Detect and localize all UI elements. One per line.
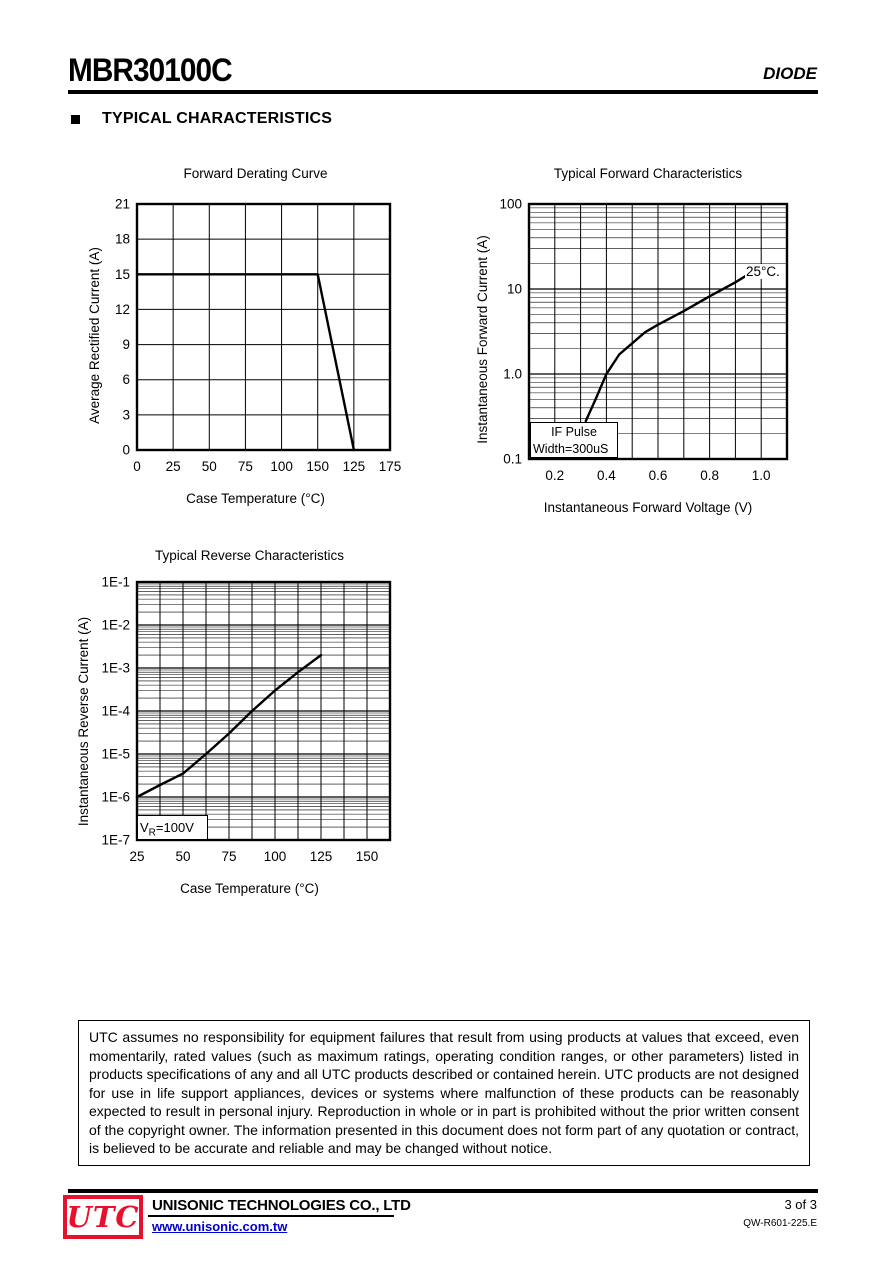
chart-title: Typical Forward Characteristics: [553, 166, 743, 181]
website-link[interactable]: www.unisonic.com.tw: [152, 1219, 288, 1234]
svg-text:0: 0: [122, 442, 130, 458]
svg-text:75: 75: [221, 849, 237, 864]
svg-text:50: 50: [175, 849, 191, 864]
svg-text:0.4: 0.4: [597, 468, 616, 483]
svg-text:0.6: 0.6: [648, 468, 668, 483]
svg-text:9: 9: [122, 337, 130, 353]
svg-text:150: 150: [355, 849, 379, 864]
disclaimer-box: UTC assumes no responsibility for equipment failures that result from using products at values that exceed, even momentarily, rated values (such as maximum ratings, operating condition ranges, or other parameters) listed in products specifications of any and all UTC products described or contained herein. UTC products are not designed for use in life support appliances, devices or systems where malfunction of these products can be reasonably expected to result in personal injury. Reproduction in whole or in part is prohibited without the prior written consent of the copyright owner. The information presented in this document does not form part of any quotation or contract, is believed to be accurate and reliable and may be changed without notice.: [78, 1020, 810, 1166]
svg-text:0: 0: [133, 459, 141, 474]
svg-text:18: 18: [114, 231, 130, 247]
svg-text:125: 125: [309, 849, 333, 864]
svg-text:6: 6: [122, 372, 130, 388]
forward-characteristics-chart: [469, 164, 801, 515]
forward-derating-chart: [81, 164, 404, 506]
svg-text:50: 50: [201, 459, 217, 474]
svg-text:1.0: 1.0: [751, 468, 771, 483]
reverse-voltage-annotation: $V_R=100V$: [138, 815, 208, 839]
svg-text:10: 10: [506, 281, 522, 297]
svg-text:3: 3: [122, 407, 130, 423]
reverse-characteristics-chart: [71, 546, 402, 896]
utc-logo: [63, 1195, 143, 1239]
chart-title: Typical Reverse Characteristics: [154, 548, 345, 563]
page-number: 3 of 3: [784, 1197, 817, 1212]
svg-text:0.8: 0.8: [700, 468, 719, 483]
x-axis-label: Instantaneous Forward Voltage (V): [543, 500, 753, 515]
svg-text:25: 25: [129, 849, 145, 864]
x-axis-label: Case Temperature (°C): [186, 491, 325, 506]
temperature-annotation: 25°C.: [746, 264, 780, 279]
svg-text:75: 75: [237, 459, 253, 474]
svg-text:100: 100: [270, 459, 293, 474]
svg-text:1E-6: 1E-6: [101, 789, 130, 805]
svg-text:1E-7: 1E-7: [101, 832, 130, 848]
header-divider: [68, 90, 818, 94]
svg-text:1E-5: 1E-5: [101, 746, 130, 762]
y-axis-label: Instantaneous Reverse Current (A): [76, 616, 92, 826]
section-heading: [71, 110, 332, 128]
company-divider: [148, 1215, 394, 1217]
svg-text:100: 100: [499, 196, 522, 212]
svg-text:25: 25: [165, 459, 181, 474]
x-axis-label: Case Temperature (°C): [180, 881, 319, 896]
doc-type-label: DIODE: [763, 64, 817, 83]
chart-title: Forward Derating Curve: [183, 166, 328, 181]
svg-text:1E-1: 1E-1: [101, 574, 130, 590]
section-heading-label: TYPICAL CHARACTERISTICS: [102, 110, 333, 127]
company-name: UNISONIC TECHNOLOGIES CO., LTD: [152, 1197, 411, 1214]
forward-derating-plot: [107, 196, 404, 484]
svg-text:100: 100: [263, 849, 287, 864]
svg-text:1E-4: 1E-4: [101, 703, 130, 719]
svg-text:0.2: 0.2: [545, 468, 565, 483]
svg-text:1.0: 1.0: [503, 366, 522, 382]
section-bullet-icon: [71, 115, 80, 124]
y-axis-label: Instantaneous Forward Current (A): [474, 235, 490, 444]
svg-text:1E-2: 1E-2: [101, 617, 130, 633]
svg-text:15: 15: [114, 266, 130, 282]
doc-code: QW-R601-225.E: [743, 1218, 817, 1229]
svg-text:125: 125: [342, 459, 366, 474]
svg-text:12: 12: [114, 301, 130, 317]
pulse-width-annotation: IF Pulse Width=300uS: [530, 422, 618, 458]
svg-text:150: 150: [306, 459, 329, 474]
svg-text:21: 21: [114, 196, 130, 212]
footer-divider: [68, 1189, 818, 1193]
svg-text:0.1: 0.1: [503, 451, 522, 467]
svg-text:175: 175: [378, 459, 402, 474]
y-axis-label: Average Rectified Current (A): [86, 246, 102, 424]
utc-logo-text: UTC: [66, 1199, 140, 1234]
svg-text:1E-3: 1E-3: [101, 660, 130, 676]
page-title: MBR30100C: [68, 52, 232, 88]
